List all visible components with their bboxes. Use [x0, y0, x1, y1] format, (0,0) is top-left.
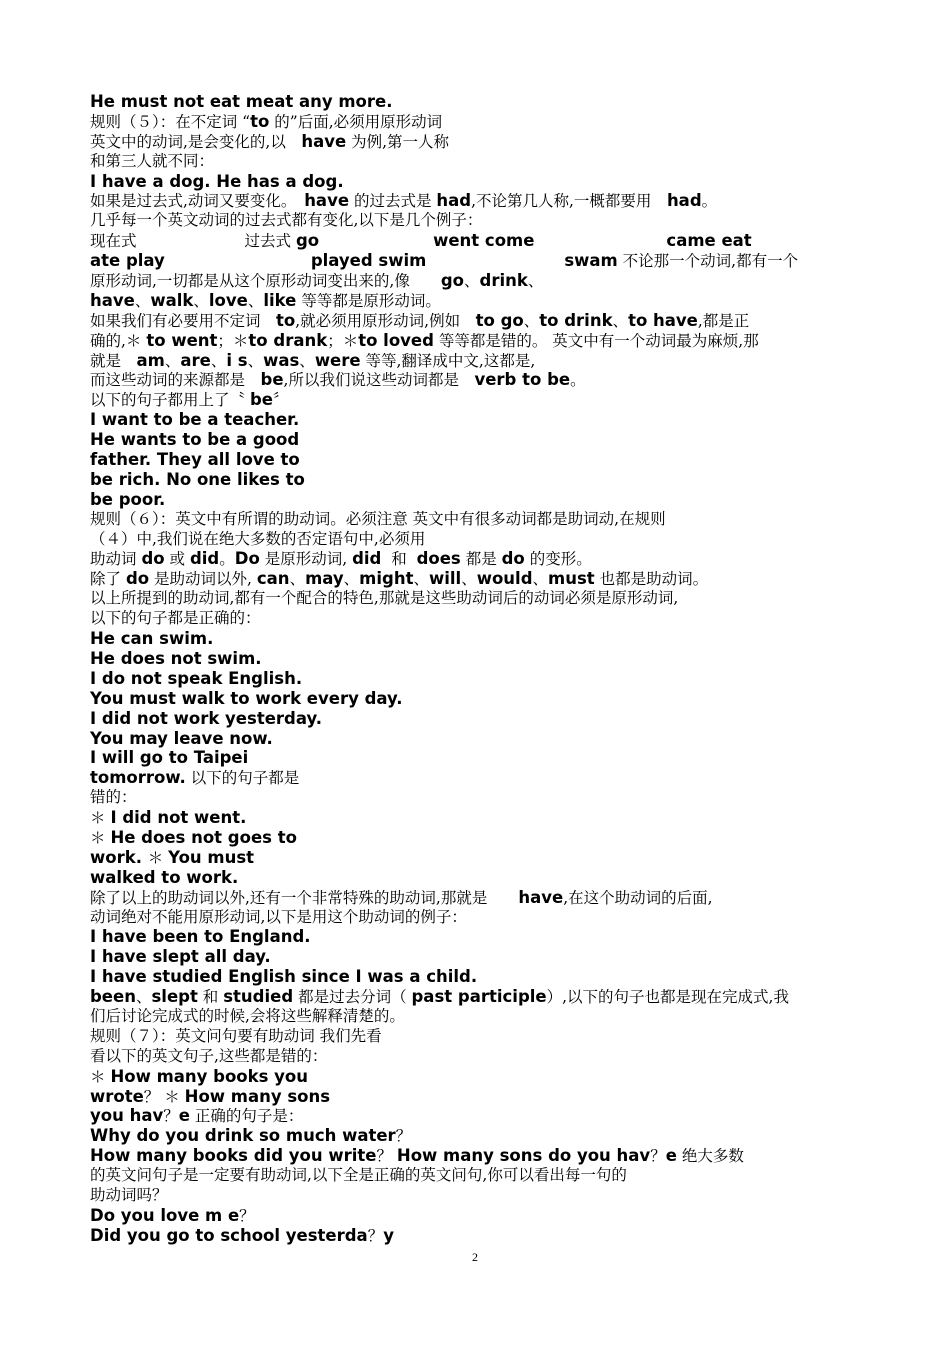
text-line	[90, 510, 890, 530]
bold-text: been	[90, 987, 136, 1007]
body-text: 几乎每一个英文动词的过去式都有变化,以下是几个例子：	[90, 211, 483, 230]
bold-text: I did not work yesterday.	[90, 708, 322, 728]
bold-text: was	[263, 350, 300, 370]
text-line	[90, 390, 890, 410]
body-text: 〞	[272, 391, 289, 410]
bold-text: You may leave now.	[90, 728, 273, 748]
body-text: 规则（５）：在不定词 “	[90, 112, 251, 131]
body-text: 为例,第一人称	[346, 132, 450, 151]
bold-text: How many books did you write	[90, 1146, 377, 1166]
bold-text: go	[295, 231, 320, 251]
body-text: 动词绝对不能用原形动词,以下是用这个助动词的例子：	[90, 907, 467, 926]
text-line	[90, 1206, 890, 1226]
body-text: ？	[163, 1107, 179, 1126]
bold-text: did	[189, 549, 220, 569]
text-line	[90, 410, 890, 430]
body-text: 英文中的动词,是会变化的,以	[90, 132, 302, 151]
bold-text: can	[256, 569, 290, 589]
text-line	[90, 848, 890, 868]
body-text: 的英文问句子是一定要有助动词,以下全是正确的英文问句,你可以看出每一句的	[90, 1166, 627, 1185]
text-line	[90, 191, 890, 211]
text-line	[90, 888, 890, 908]
bold-text: were	[314, 350, 361, 370]
page-number: 2	[472, 1250, 478, 1264]
bold-text: walk	[150, 290, 194, 310]
body-text: 就是	[90, 351, 137, 370]
body-text: 规则（７）：英文问句要有助动词 我们先看	[90, 1026, 382, 1045]
text-line	[90, 470, 890, 490]
body-text: 规则（６）：英文中有所谓的助动词。必须注意 英文中有很多动词都是助词动,在规则	[90, 509, 666, 528]
body-text: 的”后面,必须用原形动词	[269, 112, 443, 131]
body-text: 而这些动词的来源都是	[90, 371, 261, 390]
bold-text: I did not went.	[110, 808, 247, 828]
text-line	[90, 430, 890, 450]
text-line	[90, 669, 890, 689]
bold-text: am	[136, 350, 165, 370]
bold-text: Do you love m e	[90, 1205, 240, 1225]
body-text: 、	[193, 291, 209, 310]
text-line	[90, 768, 890, 788]
body-text: 是原形动词,	[259, 550, 353, 569]
body-text: ；＊	[217, 331, 249, 350]
body-text: ,就必须用原形动词,例如	[295, 311, 476, 330]
body-text: ？	[367, 1226, 384, 1245]
text-line	[90, 490, 890, 510]
text-line	[90, 609, 890, 629]
text-line	[90, 311, 890, 331]
body-text: ,在这个助动词的后面,	[563, 888, 713, 907]
bold-text: had	[666, 191, 702, 211]
text-line	[90, 1186, 890, 1206]
bold-text: to have	[628, 310, 698, 330]
body-text: 。	[570, 371, 586, 390]
bold-text: He does not goes to	[110, 827, 297, 847]
text-line	[90, 370, 890, 390]
text-line	[90, 1087, 890, 1107]
bold-text: went come	[433, 231, 535, 251]
bold-text: have	[518, 887, 564, 907]
body-text: 、	[532, 570, 549, 589]
body-text: 是助动词以外,	[149, 570, 257, 589]
body-text: ＊	[90, 1067, 111, 1086]
bold-text: to went	[146, 330, 218, 350]
document-body	[90, 92, 890, 1246]
body-text: 的变形。	[524, 550, 592, 569]
body-text: 、	[247, 351, 264, 370]
bold-text: He can swim.	[90, 629, 214, 649]
text-line	[90, 927, 890, 947]
body-text: 、	[164, 351, 181, 370]
body-text: ,所以我们说这些动词都是	[283, 371, 475, 390]
bold-text: I do not speak English.	[90, 668, 303, 688]
bold-text: i s	[226, 350, 248, 370]
text-line	[90, 271, 890, 291]
bold-text: e	[178, 1106, 190, 1126]
body-text: （４）中,我们说在绝大多数的否定语句中,必须用	[90, 529, 426, 548]
bold-text: wrote	[90, 1086, 144, 1106]
text-line	[90, 748, 890, 768]
body-text: 、	[527, 272, 544, 291]
bold-text: like	[263, 290, 297, 310]
text-line	[90, 549, 890, 569]
bold-text: do	[125, 569, 150, 589]
body-text: 都是	[460, 550, 502, 569]
bold-text: drink	[479, 271, 528, 291]
bold-text: y	[383, 1225, 394, 1245]
body-text: 原形动词,一切都是从这个原形动词变出来的,像	[90, 272, 441, 291]
body-text: 和第三人就不同：	[90, 151, 215, 170]
text-line	[90, 808, 890, 828]
text-line	[90, 211, 890, 231]
body-text: 以下的句子都用上了〝	[90, 391, 250, 410]
bold-text: Do	[234, 549, 260, 569]
body-text: ＊	[90, 828, 111, 847]
body-text: 、	[135, 988, 152, 1007]
body-text: 。	[219, 550, 235, 569]
bold-text: father. They all love to	[90, 450, 300, 470]
text-line	[90, 1027, 890, 1047]
bold-text: have	[301, 131, 347, 151]
bold-text: had	[436, 191, 472, 211]
bold-text: I have been to England.	[90, 927, 311, 947]
bold-text: to	[276, 310, 296, 330]
text-line	[90, 351, 890, 371]
body-text: 过去式	[244, 232, 296, 251]
text-line	[90, 172, 890, 192]
bold-text: love	[208, 290, 248, 310]
body-text: ？	[239, 1206, 255, 1225]
body-text: ,不论第几人称,一概都要用	[471, 192, 667, 211]
text-line	[90, 291, 890, 311]
body-text: 如果我们有必要用不定词	[90, 311, 277, 330]
bold-text: studied	[223, 987, 294, 1007]
bold-text: How many books you	[110, 1066, 309, 1086]
text-line	[90, 231, 890, 251]
bold-text: be	[260, 370, 284, 390]
bold-text: do	[141, 549, 165, 569]
text-line	[90, 908, 890, 928]
text-line	[90, 967, 890, 987]
body-text: 的过去式是	[349, 192, 437, 211]
body-text: 助动词	[90, 550, 142, 569]
bold-text: have	[90, 290, 135, 310]
body-text: ？	[376, 1147, 397, 1166]
bold-text: You must walk to work every day.	[90, 688, 403, 708]
bold-text: tomorrow.	[90, 768, 186, 788]
body-text: 、	[247, 291, 264, 310]
bold-text: go	[440, 271, 465, 291]
bold-text: did	[352, 549, 382, 569]
bold-text: to drink	[539, 310, 613, 330]
body-text: 看以下的英文句子,这些都是错的：	[90, 1046, 328, 1065]
text-line	[90, 1047, 890, 1067]
bold-text: swam	[564, 251, 618, 271]
text-line	[90, 92, 890, 112]
body-text: 以下的句子都是	[185, 769, 300, 788]
text-line	[90, 788, 890, 808]
body-text: 、	[299, 351, 315, 370]
bold-text: to drank	[248, 330, 328, 350]
body-text: ；＊	[327, 331, 359, 350]
body-text: 、	[134, 291, 151, 310]
body-text: ？	[395, 1127, 412, 1146]
bold-text: be poor.	[90, 489, 166, 509]
body-text: 。	[701, 192, 718, 211]
bold-text: I will go to Taipei	[90, 748, 249, 768]
body-text: 、	[343, 570, 360, 589]
text-line	[90, 987, 890, 1007]
body-text: 错的：	[90, 788, 137, 807]
text-line	[90, 112, 890, 132]
body-text: 等等都是原形动词。	[296, 291, 441, 310]
text-line	[90, 251, 890, 271]
bold-text: are	[180, 350, 211, 370]
bold-text: He wants to be a good	[90, 430, 300, 450]
bold-text: How many sons do you hav	[396, 1146, 651, 1166]
bold-text: does	[416, 549, 461, 569]
text-line	[90, 530, 890, 550]
bold-text: must	[548, 569, 595, 589]
body-text: 、	[210, 351, 227, 370]
text-line	[90, 1226, 890, 1246]
bold-text: Did you go to school yesterda	[90, 1225, 368, 1245]
body-text: 以下的句子都是正确的：	[90, 609, 261, 628]
body-text: 和	[197, 988, 224, 1007]
body-text: 以上所提到的助动词,都有一个配合的特色,那就是这些助动词后的动词必须是原形动词,	[90, 589, 679, 608]
body-text: 或	[164, 550, 190, 569]
text-line	[90, 629, 890, 649]
body-text: ＊	[90, 809, 111, 828]
body-text: 、	[523, 311, 540, 330]
bold-text: I have a dog. He has a dog.	[90, 171, 344, 191]
body-text: 如果是过去式,动词又要变化。	[90, 192, 305, 211]
body-text: 都是过去分词（	[293, 988, 412, 1007]
body-text: 现在式	[90, 232, 137, 251]
body-text: 助动词吗？	[90, 1185, 168, 1204]
text-line	[90, 709, 890, 729]
body-text: 除了	[90, 570, 126, 589]
bold-text: I have studied English since I was a child.	[90, 967, 478, 987]
bold-text: came eat	[666, 231, 752, 251]
text-line	[90, 569, 890, 589]
bold-text: will	[428, 569, 462, 589]
body-text: ？ ＊	[143, 1087, 185, 1106]
body-text: 也都是助动词。	[594, 570, 709, 589]
body-text: ）,以下的句子也都是现在完成式,我	[546, 988, 789, 1007]
bold-text: might	[359, 569, 414, 589]
bold-text: He does not swim.	[90, 648, 262, 668]
bold-text: played swim	[310, 251, 427, 271]
body-text: 绝大多数	[676, 1147, 744, 1166]
bold-text: be rich. No one likes to	[90, 469, 305, 489]
bold-text: you hav	[90, 1106, 164, 1126]
body-text: 正确的句子是：	[189, 1107, 304, 1126]
body-text: 们后讨论完成式的时候,会将这些解释清楚的。	[90, 1006, 405, 1025]
body-text: 不论那一个动词,都有一个	[617, 252, 799, 271]
body-text: 等等,翻译成中文,这都是,	[360, 351, 536, 370]
bold-text: may	[305, 569, 344, 589]
bold-text: verb to be	[474, 370, 571, 390]
body-text: 除了以上的助动词以外,还有一个非常特殊的助动词,那就是	[90, 888, 519, 907]
bold-text: walked to work.	[90, 867, 239, 887]
bold-text: ate play	[90, 251, 165, 271]
body-text: 、	[413, 570, 429, 589]
bold-text: have	[304, 191, 350, 211]
text-line	[90, 868, 890, 888]
bold-text: past participle	[411, 987, 547, 1007]
bold-text: I have slept all day.	[90, 947, 271, 967]
body-text: 、	[612, 311, 629, 330]
bold-text: be	[249, 390, 273, 410]
body-text: 、	[289, 570, 306, 589]
bold-text: slept	[151, 987, 198, 1007]
text-line	[90, 331, 890, 351]
body-text: 等等都是错的。 英文中有一个动词最为麻烦,那	[433, 331, 759, 350]
body-text: ＊	[147, 848, 169, 867]
text-line	[90, 1067, 890, 1087]
bold-text: would	[476, 569, 533, 589]
text-line	[90, 132, 890, 152]
body-text: 、	[461, 570, 477, 589]
text-line	[90, 828, 890, 848]
body-text: ？	[650, 1147, 666, 1166]
body-text: 确的,＊	[90, 331, 147, 350]
text-line	[90, 1106, 890, 1126]
bold-text: work.	[90, 847, 148, 867]
text-line	[90, 1007, 890, 1027]
bold-text: e	[665, 1146, 677, 1166]
bold-text: You must	[168, 847, 255, 867]
bold-text: I want to be a teacher.	[90, 410, 300, 430]
body-text: 、	[464, 272, 480, 291]
bold-text: How many sons	[184, 1086, 331, 1106]
text-line	[90, 152, 890, 172]
text-line	[90, 729, 890, 749]
bold-text: do	[501, 549, 525, 569]
body-text: ,都是正	[697, 311, 750, 330]
text-line	[90, 649, 890, 669]
body-text: 和	[381, 550, 417, 569]
text-line	[90, 947, 890, 967]
text-line	[90, 450, 890, 470]
text-line	[90, 1126, 890, 1146]
text-line	[90, 589, 890, 609]
text-line	[90, 1146, 890, 1166]
bold-text: to	[250, 111, 270, 131]
text-line	[90, 689, 890, 709]
text-line	[90, 1166, 890, 1186]
bold-text: He must not eat meat any more.	[90, 92, 393, 111]
bold-text: Why do you drink so much water	[90, 1126, 396, 1146]
bold-text: to go	[475, 310, 524, 330]
bold-text: to loved	[358, 330, 434, 350]
